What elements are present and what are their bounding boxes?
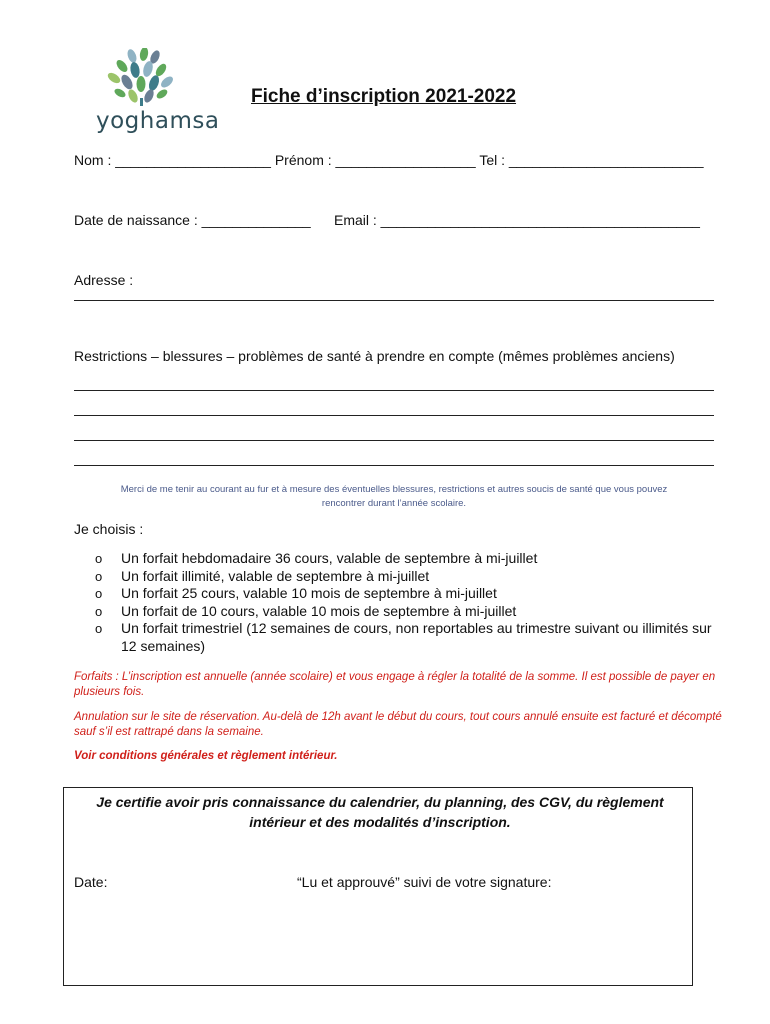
checkbox-circle-icon[interactable]: o bbox=[95, 568, 103, 584]
email-field[interactable]: Email : _________________________________________ bbox=[334, 212, 700, 228]
checkbox-circle-icon[interactable]: o bbox=[95, 621, 103, 636]
checkbox-circle-icon[interactable]: o bbox=[95, 551, 103, 566]
health-note bbox=[74, 483, 714, 511]
health-note-line: Merci de me tenir au courant au fur et à mesure des éventuelles blessures, restrictions et autres soucis de santé que vous pouvez bbox=[120, 484, 668, 495]
forfait-option[interactable] bbox=[95, 585, 725, 603]
option-label: Un forfait hebdomadaire 36 cours, valable de septembre à mi-juillet bbox=[121, 550, 538, 566]
checkbox-circle-icon[interactable]: o bbox=[95, 603, 103, 619]
annulation-info: Annulation sur le site de réservation. Au-delà de 12h avant le début du cours, tout cours annulé ensuite est facturé et décompté sauf s’il est rattrapé dans la semaine. bbox=[74, 711, 722, 738]
option-label: Un forfait trimestriel (12 semaines de cours, non reportables au trimestre suivant ou illimités sur 12 semaines) bbox=[121, 620, 712, 654]
leaf-cluster bbox=[106, 48, 175, 106]
forfaits-info: Forfaits : L’inscription est annuelle (année scolaire) et vous engage à régler la totalité de la somme. Il est possible de payer en plusieurs fois. bbox=[74, 671, 716, 698]
date-of-birth-field[interactable]: Date de naissance : ______________ bbox=[74, 212, 311, 228]
forfait-option[interactable] bbox=[95, 568, 725, 586]
forfait-option[interactable] bbox=[95, 603, 725, 621]
address-label: Adresse : bbox=[74, 272, 134, 288]
option-label: Un forfait illimité, valable de septembre à mi-juillet bbox=[121, 567, 430, 584]
restrictions-input-line[interactable] bbox=[74, 465, 714, 466]
choose-label: Je choisis : bbox=[74, 521, 144, 537]
logo-wordmark: yoghamsa bbox=[96, 108, 220, 134]
signature-label[interactable]: “Lu et approuvé” suivi de votre signature: bbox=[297, 874, 552, 890]
forfait-options-list bbox=[95, 550, 725, 655]
restrictions-input-line[interactable] bbox=[74, 415, 714, 416]
page-title: Fiche d’inscription 2021-2022 bbox=[251, 86, 517, 107]
certification-text: Je certifie avoir pris connaissance du calendrier, du planning, des CGV, du règlement intérieur et des modalités d’inscription. bbox=[96, 794, 664, 830]
date-label[interactable]: Date: bbox=[74, 874, 108, 890]
health-note-line: rencontrer durant l’année scolaire. bbox=[321, 498, 467, 509]
restrictions-input-line[interactable] bbox=[74, 440, 714, 441]
name-prenom-tel-line[interactable]: Nom : ____________________ Prénom : __________________ Tel : _________________________ bbox=[74, 152, 704, 168]
restrictions-input-line[interactable] bbox=[74, 390, 714, 391]
option-label: Un forfait 25 cours, valable 10 mois de septembre à mi-juillet bbox=[121, 585, 497, 601]
forfait-option[interactable] bbox=[95, 620, 725, 655]
checkbox-circle-icon[interactable]: o bbox=[95, 586, 103, 601]
forfait-option[interactable] bbox=[95, 550, 725, 568]
address-input-line[interactable] bbox=[74, 300, 714, 301]
restrictions-label: Restrictions – blessures – problèmes de santé à prendre en compte (mêmes problèmes anciens) bbox=[74, 348, 675, 364]
conditions-link[interactable]: Voir conditions générales et règlement intérieur. bbox=[74, 750, 338, 762]
option-label: Un forfait de 10 cours, valable 10 mois de septembre à mi-juillet bbox=[121, 602, 517, 619]
